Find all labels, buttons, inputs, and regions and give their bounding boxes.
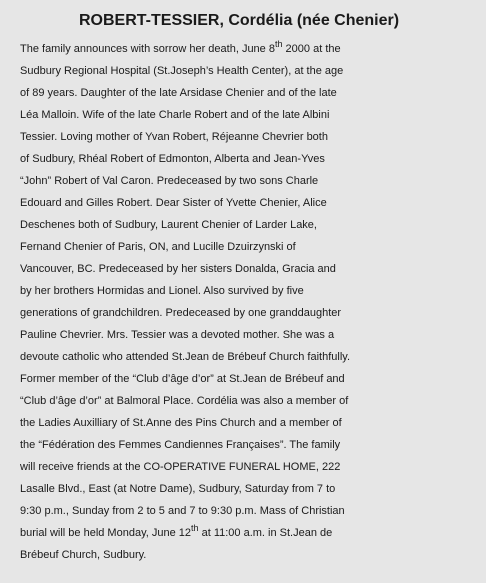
obituary-line-text: by her brothers Hormidas and Lionel. Also survived by five (20, 285, 304, 297)
obituary-line (20, 434, 486, 456)
obituary-line-text: Fernand Chenier of Paris, ON, and Lucille Dzuirzynski of (20, 241, 296, 253)
obituary-line-text: generations of grandchildren. Predeceased by one granddaughter (20, 307, 342, 319)
obituary-title: ROBERT-TESSIER, Cordélia (née Chenier) (79, 12, 400, 29)
obituary-line-text: Tessier. Loving mother of Yvan Robert, Réjeanne Chevrier both (20, 131, 328, 143)
obituary-line (20, 456, 486, 478)
obituary-line-text: 9:30 p.m., Sunday from 2 to 5 and 7 to 9:30 p.m. Mass of Christian (20, 505, 345, 517)
obituary-line (20, 368, 486, 390)
obituary-line-text: “John” Robert of Val Caron. Predeceased by two sons Charle (20, 175, 319, 187)
obituary-line (20, 104, 486, 126)
obituary-line-text: the Ladies Auxilliary of St.Anne des Pins Church and a member of (20, 417, 342, 429)
obituary-line (20, 258, 486, 280)
obituary-line-tail: at 11:00 a.m. in St.Jean de (198, 527, 333, 539)
obituary-line (20, 522, 486, 544)
obituary-line (20, 126, 486, 148)
ordinal-suffix: th (191, 523, 199, 533)
obituary-line (20, 38, 486, 60)
obituary-line-text: Former member of the “Club d’âge d’or” at St.Jean de Brébeuf and (20, 373, 345, 385)
obituary-line-text: burial will be held Monday, June 12 (20, 527, 192, 539)
obituary-line-text: Pauline Chevrier. Mrs. Tessier was a devoted mother. She was a (20, 329, 335, 341)
obituary-line-text: Vancouver, BC. Predeceased by her sisters Donalda, Gracia and (20, 263, 336, 275)
obituary-line (20, 500, 486, 522)
obituary-line-text: devoute catholic who attended St.Jean de Brébeuf Church faithfully. (20, 351, 351, 363)
obituary-line (20, 412, 486, 434)
obituary-line-tail: 2000 at the (282, 43, 341, 55)
obituary-line-text: will receive friends at the CO-OPERATIVE FUNERAL HOME, 222 (20, 461, 341, 473)
obituary-line-text: The family announces with sorrow her death, June 8 (20, 43, 275, 55)
obituary-line-text: the “Fédération des Femmes Candiennes Françaises”. The family (20, 439, 341, 451)
obituary-line-text: Léa Malloin. Wife of the late Charle Robert and of the late Albini (20, 109, 330, 121)
obituary-line-text: Lasalle Blvd., East (at Notre Dame), Sudbury, Saturday from 7 to (20, 483, 336, 495)
obituary-body (20, 38, 486, 566)
obituary-line (20, 390, 486, 412)
obituary-line (20, 236, 486, 258)
obituary-line-text: Brébeuf Church, Sudbury. (20, 549, 147, 561)
obituary-line (20, 324, 486, 346)
obituary-line-text: Deschenes both of Sudbury, Laurent Chenier of Larder Lake, (20, 219, 317, 231)
obituary-line (20, 192, 486, 214)
ordinal-suffix: th (274, 39, 283, 49)
obituary-line (20, 214, 486, 236)
obituary-line (20, 544, 486, 566)
obituary-line (20, 280, 486, 302)
obituary-line (20, 148, 486, 170)
obituary-line-text: of Sudbury, Rhéal Robert of Edmonton, Alberta and Jean-Yves (20, 153, 325, 165)
obituary-line (20, 60, 486, 82)
obituary-line (20, 170, 486, 192)
obituary-line (20, 346, 486, 368)
obituary-line (20, 478, 486, 500)
obituary-line-text: “Club d’âge d’or” at Balmoral Place. Cordélia was also a member of (20, 395, 349, 407)
obituary-line (20, 82, 486, 104)
obituary-line-text: Edouard and Gilles Robert. Dear Sister of Yvette Chenier, Alice (20, 197, 327, 209)
obituary-line (20, 302, 486, 324)
obituary-line-text: Sudbury Regional Hospital (St.Joseph’s Health Center), at the age (20, 65, 344, 77)
obituary-line-text: of 89 years. Daughter of the late Arsidase Chenier and of the late (20, 87, 337, 99)
